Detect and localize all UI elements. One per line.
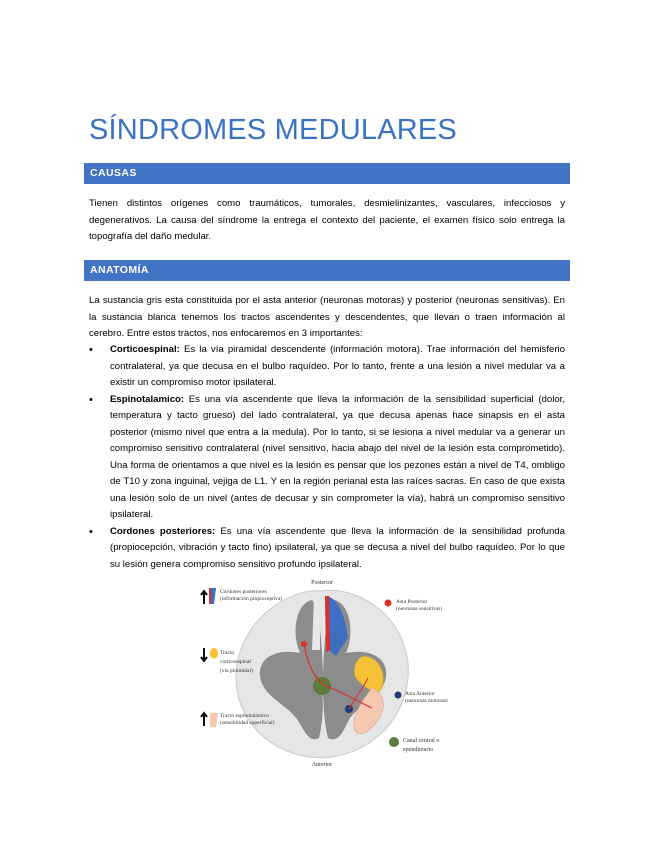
svg-text:Cordones posteriores: Cordones posteriores [220, 589, 267, 595]
swatch-corticospinal-icon [210, 648, 218, 659]
swatch-red-icon [209, 588, 211, 604]
list-item-corticoespinal [89, 342, 565, 392]
bullet-icon: • [89, 344, 93, 356]
legend-central-canal [389, 737, 439, 753]
bullet-icon: • [89, 393, 93, 406]
svg-text:Asta Posterior: Asta Posterior [396, 599, 428, 605]
page-title: SÍNDROMES MEDULARES [89, 114, 457, 146]
svg-text:Tracto: Tracto [220, 650, 235, 656]
arrow-down-icon [201, 648, 207, 661]
bullet-icon: • [89, 525, 93, 538]
term-espinotalamico: Espinotalamico: [110, 393, 185, 405]
svg-text:(sensibilidad superficial): (sensibilidad superficial) [220, 720, 275, 726]
svg-text:Tracto espinotalámico: Tracto espinotalámico [220, 713, 269, 719]
spinal-cord-diagram [196, 578, 466, 770]
anatomia-intro-paragraph: La sustancia gris esta constituida por el asta anterior (neuronas motoras) y posterior (neuronas sensitivas). En la sustancia blanca tenemos los tractos ascendentes y descendentes, que llevan o traen información al cerebro. Entre estos tractos, nos enfocaremos en 3 importantes: [89, 295, 565, 339]
list-item-cordones-posteriores [89, 524, 565, 574]
swatch-anterior-horn-icon [395, 692, 402, 699]
svg-text:(información propioceptiva): (información propioceptiva) [220, 596, 283, 602]
section-heading-causas: CAUSAS [84, 163, 570, 184]
arrow-up-icon [201, 713, 207, 726]
desc-corticoespinal: Es la vía piramidal descendente (información motora). Trae información del hemisferio contralateral, ya que decusa en el bulbo raquídeo. Por lo tanto, frente a una lesión a nivel medular va a existir un compromiso motor ipsilateral. [110, 344, 565, 388]
svg-text:corticoespinal: corticoespinal [220, 659, 251, 665]
term-corticoespinal: Corticoespinal: [110, 344, 180, 355]
swatch-spinothalamic-icon [210, 713, 218, 727]
svg-text:ependimario: ependimario [403, 747, 433, 753]
term-cordones-posteriores: Cordones posteriores: [110, 525, 216, 537]
desc-espinotalamico: Es una vía ascendente que lleva la información de la sensibilidad superficial (dolor, temperatura y tacto grueso) del lado contralateral, ya que decusa apenas hace sinapsis en el asta posterior (mismo nivel que entra a la medula). Por lo tanto, si se lesiona a nivel medular va a generar un compromiso sensitivo contralateral (nivel sensitivo, hacia abajo del nivel de la lesión esta comprometido). Una forma de orientamos a que nivel es la lesión es pensar que los pezones están a nivel de T4, ombligo de T10 y zona inguinal, vejiga de L1. Y en la región perianal esta las raíces sacras. En caso de que exista una lesión solo de un nivel (antes de decusar y sin comprometer la vía), habrá un compromiso sensitivo ipsilateral. [110, 393, 565, 520]
central-canal [313, 677, 331, 695]
tract-list [89, 342, 565, 573]
desc-cordones-posteriores: Es una vía ascendente que lleva la información de la sensibilidad profunda (propiocepción, vibración y tacto fino) ipsilateral, ya que se decusa a nivel del bulbo raquídeo. Por lo que su lesión genera compromiso sensitivo profundo ipsilateral. [110, 525, 565, 570]
swatch-posterior-horn-icon [385, 600, 392, 607]
svg-text:Asta Anterior: Asta Anterior [405, 691, 435, 697]
section-heading-anatomia: ANATOMÍA [84, 260, 570, 281]
svg-text:(vía piramidal): (vía piramidal) [220, 668, 253, 674]
list-item-espinotalamico [89, 392, 565, 524]
svg-text:(neuronas sensitivas): (neuronas sensitivas) [396, 606, 443, 612]
posterior-label: Posterior [311, 580, 333, 586]
causas-paragraph: Tienen distintos orígenes como traumáticos, tumorales, desmielinizantes, vasculares, infecciosos y degenerativos. La causa del síndrome la entrega el contexto del paciente, el examen físico solo entrega la topografía del daño medular. [89, 198, 565, 242]
anterior-label: Anterior [311, 762, 333, 768]
legend-posterior-horn [385, 599, 443, 612]
legend-spinothalamic [201, 713, 275, 727]
arrow-up-icon [201, 591, 207, 604]
svg-text:Canal central o: Canal central o [403, 738, 440, 744]
swatch-central-canal-icon [389, 737, 399, 747]
legend-posterior-columns [201, 588, 282, 604]
svg-text:(neuronas motoras): (neuronas motoras) [405, 698, 448, 704]
